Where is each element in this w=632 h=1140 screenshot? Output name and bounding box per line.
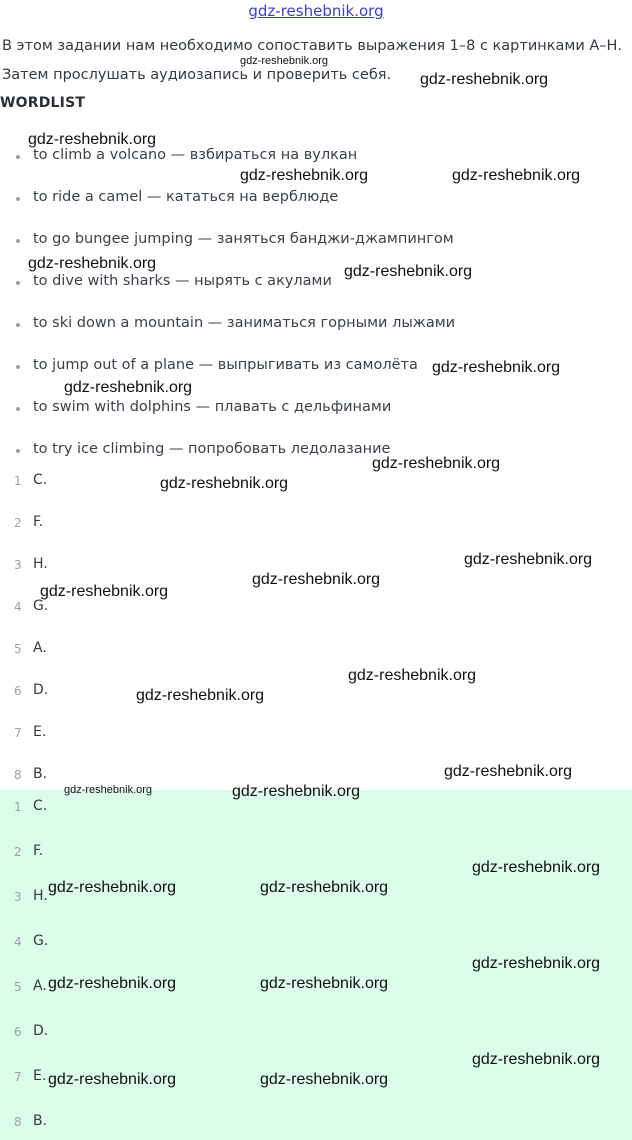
answer-row — [0, 638, 632, 662]
answer-number: 6 — [14, 684, 22, 698]
watermark-text: gdz-reshebnik.org — [48, 1071, 177, 1088]
wordlist-entry: to climb a volcano — взбираться на вулкан — [33, 147, 358, 163]
answer-number: 2 — [14, 845, 22, 859]
answer-letter: H. — [33, 556, 48, 572]
watermark-text: gdz-reshebnik.org — [240, 167, 369, 184]
answer-number: 3 — [14, 558, 22, 572]
watermark-text: gdz-reshebnik.org — [28, 255, 157, 272]
answer-row — [0, 1021, 632, 1045]
watermark-text: gdz-reshebnik.org — [40, 583, 169, 600]
answer-row — [0, 1111, 632, 1135]
wordlist-entry: to ski down a mountain — заниматься горными лыжами — [33, 315, 456, 331]
watermark-text: gdz-reshebnik.org — [472, 955, 601, 972]
watermark-text: gdz-reshebnik.org — [260, 975, 389, 992]
answer-letter: F. — [33, 843, 44, 859]
watermark-text: gdz-reshebnik.org — [420, 71, 549, 88]
watermark-text: gdz-reshebnik.org — [472, 859, 601, 876]
watermark-text: gdz-reshebnik.org — [48, 879, 177, 896]
watermark-text: gdz-reshebnik.org — [232, 783, 361, 800]
answer-letter: C. — [33, 798, 48, 814]
answer-letter: H. — [33, 888, 48, 904]
watermark-text: gdz-reshebnik.org — [472, 1051, 601, 1068]
watermark-text: gdz-reshebnik.org — [48, 975, 177, 992]
answer-letter: D. — [33, 682, 49, 698]
answer-letter: E. — [33, 1068, 47, 1084]
watermark-text: gdz-reshebnik.org — [260, 1071, 389, 1088]
bullet-icon — [16, 449, 20, 453]
answer-number: 4 — [14, 935, 22, 949]
answer-number: 3 — [14, 890, 22, 904]
bullet-icon — [16, 239, 20, 243]
wordlist-entry: to swim with dolphins — плавать с дельфинами — [33, 399, 392, 415]
answer-number: 5 — [14, 642, 22, 656]
answer-number: 2 — [14, 516, 22, 530]
answer-row — [0, 931, 632, 955]
watermark-text: gdz-reshebnik.org — [28, 131, 157, 148]
bullet-icon — [16, 407, 20, 411]
list-item — [0, 219, 620, 249]
wordlist-entry: to ride a camel — кататься на верблюде — [33, 189, 339, 205]
answer-row — [0, 722, 632, 746]
answer-number: 8 — [14, 1115, 22, 1129]
watermark-text: gdz-reshebnik.org — [260, 879, 389, 896]
watermark-text: gdz-reshebnik.org — [136, 687, 265, 704]
watermark-text: gdz-reshebnik.org — [372, 455, 501, 472]
answer-number: 1 — [14, 474, 22, 488]
watermark-text: gdz-reshebnik.org — [252, 571, 381, 588]
bullet-icon — [16, 323, 20, 327]
answer-number: 4 — [14, 600, 22, 614]
answer-letter: D. — [33, 1023, 49, 1039]
answer-letter: C. — [33, 472, 48, 488]
watermark-text: gdz-reshebnik.org — [444, 763, 573, 780]
bullet-icon — [16, 365, 20, 369]
answer-number: 1 — [14, 800, 22, 814]
watermark-text: gdz-reshebnik.org — [240, 55, 329, 67]
bullet-icon — [16, 155, 20, 159]
answer-number: 8 — [14, 768, 22, 782]
answer-letter: G. — [33, 933, 49, 949]
watermark-text: gdz-reshebnik.org — [64, 784, 153, 796]
answer-number: 7 — [14, 1070, 22, 1084]
bullet-icon — [16, 281, 20, 285]
answer-row — [0, 512, 632, 536]
watermark-text: gdz-reshebnik.org — [348, 667, 477, 684]
answer-letter: B. — [33, 766, 48, 782]
list-item — [0, 303, 620, 333]
wordlist-entry: to dive with sharks — нырять с акулами — [33, 273, 332, 289]
answer-letter: F. — [33, 514, 44, 530]
bullet-icon — [16, 197, 20, 201]
wordlist-entry: to jump out of a plane — выпрыгивать из самолёта — [33, 357, 418, 373]
wordlist-entry: to go bungee jumping — заняться банджи-джампингом — [33, 231, 454, 247]
watermark-text: gdz-reshebnik.org — [432, 359, 561, 376]
watermark-text: gdz-reshebnik.org — [64, 379, 193, 396]
site-watermark-link[interactable]: gdz-reshebnik.org — [248, 2, 384, 20]
answer-letter: A. — [33, 978, 47, 994]
wordlist-heading: WORDLIST — [0, 95, 86, 111]
answer-letter: A. — [33, 640, 47, 656]
answer-row — [0, 680, 632, 704]
answer-number: 6 — [14, 1025, 22, 1039]
answer-letter: B. — [33, 1113, 48, 1129]
watermark-text: gdz-reshebnik.org — [452, 167, 581, 184]
answer-number: 5 — [14, 980, 22, 994]
watermark-text: gdz-reshebnik.org — [464, 551, 593, 568]
answer-row — [0, 470, 632, 494]
answer-letter: G. — [33, 598, 49, 614]
wordlist-entry: to try ice climbing — попробовать ледолазание — [33, 441, 391, 457]
watermark-text: gdz-reshebnik.org — [160, 475, 289, 492]
watermark-text: gdz-reshebnik.org — [344, 263, 473, 280]
task-intro: В этом задании нам необходимо сопоставить выражения 1–8 с картинками А–Н. Затем прослушать аудиозапись и проверить себя. — [2, 38, 623, 83]
list-item — [0, 429, 620, 459]
answer-letter: E. — [33, 724, 47, 740]
answer-number: 7 — [14, 726, 22, 740]
